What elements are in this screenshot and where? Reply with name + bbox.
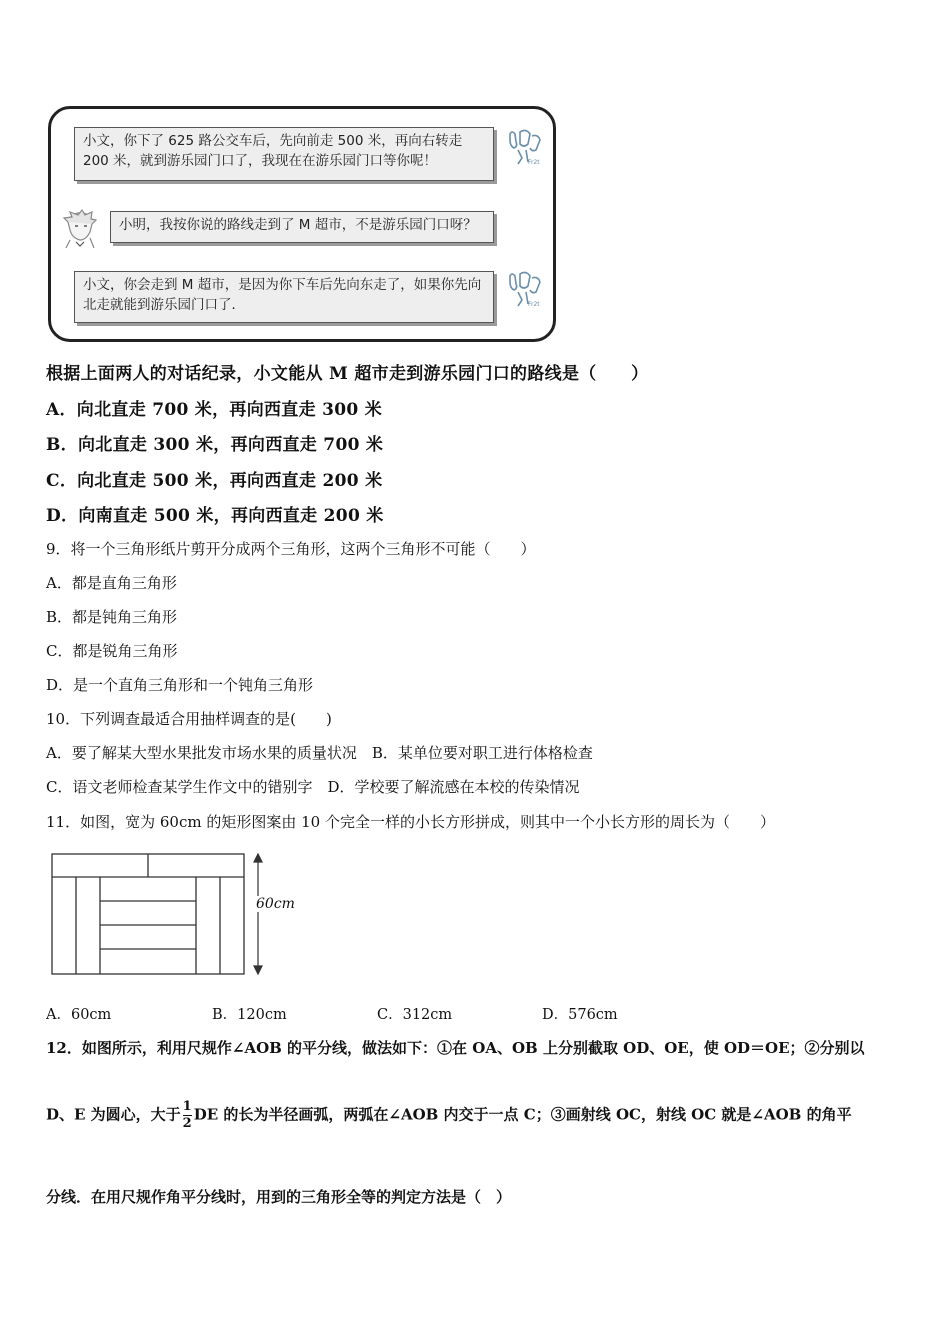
question-12-line2-post: DE 的长为半径画弧，两弧在∠AOB 内交于一点 C；③画射线 OC，射线 OC 就是∠AOB 的角平 xyxy=(193,1105,852,1124)
question-11-option-d: D．576cm xyxy=(542,1007,618,1023)
question-12-line1: 12．如图所示，利用尺规作∠AOB 的平分线，做法如下：①在 OA、OB 上分别截取 OD、OE，使 OD＝OE；②分别以 xyxy=(46,1039,865,1057)
question-11-option-a: A．60cm xyxy=(46,1007,112,1023)
question-11-stem: 11．如图，宽为 60cm 的矩形图案由 10 个完全一样的小长方形拼成，则其中一个小长方形的周长为（ ） xyxy=(46,813,775,831)
question-11-option-b: B．120cm xyxy=(212,1007,287,1023)
question-12-line3: 分线．在用尺规作角平分线时，用到的三角形全等的判定方法是（ ） xyxy=(46,1188,512,1206)
question-9-option-c: C．都是锐角三角形 xyxy=(46,642,178,660)
rectangle-tiling-figure xyxy=(48,850,308,984)
chat-bubble-xiaowen: 小明，我按你说的路线走到了 M 超市，不是游乐园门口呀？ xyxy=(110,211,494,243)
question-10-options-row1: A．要了解某大型水果批发市场水果的质量状况 B．某单位要对职工进行体格检查 xyxy=(46,744,593,762)
svg-text:Fr2t: Fr2t xyxy=(528,159,540,166)
robot-avatar-icon xyxy=(506,128,548,172)
figure-label-60cm: 60cm xyxy=(256,896,295,912)
question-12-line2-pre: D、E 为圆心，大于 xyxy=(46,1105,181,1124)
question-10-stem: 10．下列调查最适合用抽样调查的是( ) xyxy=(46,710,332,728)
question-8-stem: 根据上面两人的对话纪录，小文能从 M 超市走到游乐园门口的路线是（ ） xyxy=(46,364,649,384)
question-9-option-a: A．都是直角三角形 xyxy=(46,574,177,592)
question-8-option-c: C．向北直走 500 米，再向西直走 200 米 xyxy=(46,471,383,491)
question-8-option-d: D．向南直走 500 米，再向西直走 200 米 xyxy=(46,506,384,526)
fraction-one-half: $\frac{1}{2}$ xyxy=(182,1099,192,1131)
chat-bubble-xiaoming-1: 小文，你下了 625 路公交车后，先向前走 500 米，再向右转走 200 米，就到游乐园门口了，我现在在游乐园门口等你呢！ xyxy=(74,127,494,181)
question-12-line2 xyxy=(46,1100,852,1131)
question-8-option-a: A．向北直走 700 米，再向西直走 300 米 xyxy=(46,400,383,420)
question-9-option-b: B．都是钝角三角形 xyxy=(46,608,178,626)
question-8-option-b: B．向北直走 300 米，再向西直走 700 米 xyxy=(46,435,384,455)
chat-bubble-xiaoming-2: 小文，你会走到 M 超市，是因为你下车后先向东走了，如果你先向北走就能到游乐园门口了． xyxy=(74,271,494,323)
svg-text:Fr2t: Fr2t xyxy=(528,301,540,308)
question-10-options-row2: C．语文老师检查某学生作文中的错别字 D．学校要了解流感在本校的传染情况 xyxy=(46,778,580,796)
question-9-option-d: D．是一个直角三角形和一个钝角三角形 xyxy=(46,676,314,694)
question-11-option-c: C．312cm xyxy=(377,1007,453,1023)
question-9-stem: 9．将一个三角形纸片剪开分成两个三角形，这两个三角形不可能（ ） xyxy=(46,540,536,558)
boy-avatar-icon xyxy=(60,208,100,252)
robot-avatar-icon-2 xyxy=(506,270,548,314)
